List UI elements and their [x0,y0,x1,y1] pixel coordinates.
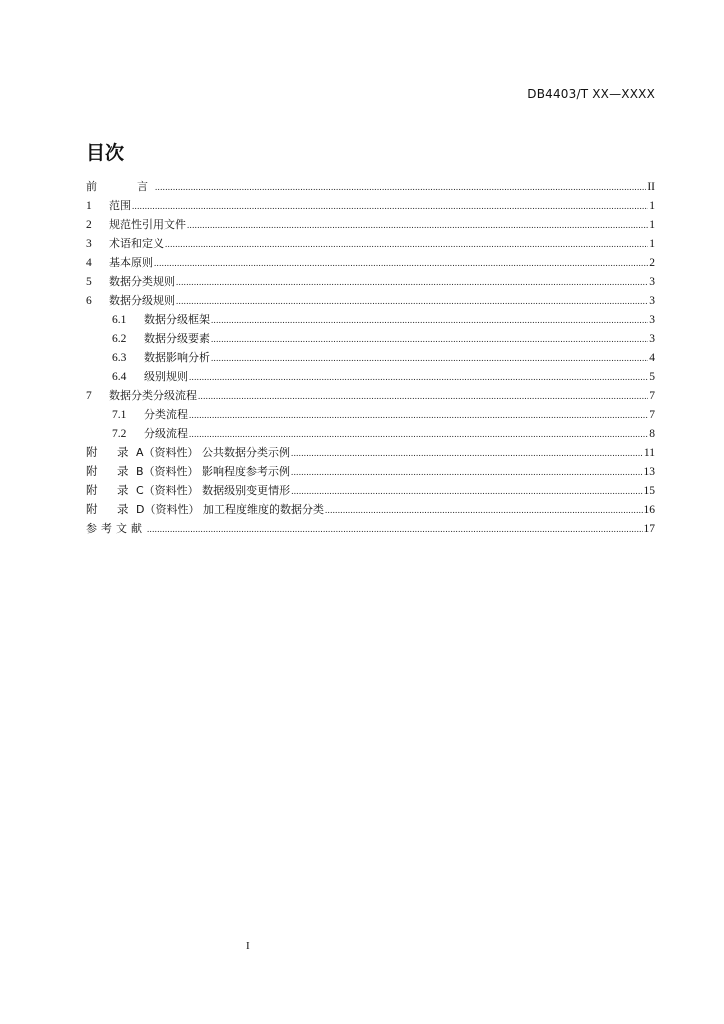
toc-entry-label: 参考文献 [86,522,146,535]
toc-entry-number: 附 录 [86,485,133,497]
toc-entry-label: 数据分级规则 [109,294,175,307]
toc-entry-number: 6.3 [112,352,127,364]
toc-entry-number: 附 录 [86,504,133,516]
toc-entry-appendix-c[interactable] [86,481,655,500]
toc-entry-label: 数据分级框架 [144,313,210,326]
toc-entry-7-1[interactable] [86,405,655,424]
toc-entry-appendix-d[interactable] [86,500,655,519]
toc-entry-label: 级别规则 [144,370,188,383]
toc-entry-page: II [647,181,655,193]
toc-entry-page: 7 [649,409,655,421]
toc-leader-dots [291,482,642,501]
toc-entry-page: 11 [643,447,655,459]
toc-leader-dots [325,501,643,520]
toc-entry-label: 分类流程 [144,408,188,421]
toc-entry-number: 7.1 [112,409,127,421]
toc-entry-label: 前 言 [86,180,154,193]
toc-entry-4[interactable] [86,253,655,272]
toc-entry-page: 3 [649,295,655,307]
toc-entry-page: 7 [649,390,655,402]
toc-entry-page: 1 [649,219,655,231]
toc-entry-3[interactable] [86,234,655,253]
toc-entry-appendix-a[interactable] [86,443,655,462]
toc-entry-appendix-b[interactable] [86,462,655,481]
toc-leader-dots [154,254,648,273]
toc-entry-label: A（资料性） 公共数据分类示例 [136,446,291,459]
toc-entry-page: 15 [643,485,655,497]
toc-entry-number: 7 [86,390,92,402]
toc-entry-6-3[interactable] [86,348,655,367]
toc-entry-page: 13 [643,466,655,478]
toc-entry-label: 基本原则 [109,256,153,269]
toc-leader-dots [155,178,646,197]
toc-entry-number: 4 [86,257,92,269]
toc-entry-page: 17 [643,523,655,535]
toc-entry-page: 1 [649,200,655,212]
toc-entry-number: 附 录 [86,447,133,459]
toc-entry-preface[interactable] [86,177,655,196]
toc-leader-dots [189,425,648,444]
toc-leader-dots [147,520,643,539]
toc-entry-page: 2 [649,257,655,269]
toc-entry-7-2[interactable] [86,424,655,443]
toc-entry-number: 1 [86,200,92,212]
toc-entry-6-2[interactable] [86,329,655,348]
toc-leader-dots [189,368,648,387]
toc-leader-dots [291,444,643,463]
toc-leader-dots [176,292,648,311]
toc-entry-label: 数据分类规则 [109,275,175,288]
toc-entry-page: 4 [649,352,655,364]
toc-entry-page: 16 [643,504,655,516]
toc-entry-page: 8 [649,428,655,440]
toc-entry-label: 范围 [109,199,131,212]
toc-entry-number: 6 [86,295,92,307]
toc-entry-references[interactable] [86,519,655,538]
toc-entry-6-4[interactable] [86,367,655,386]
toc-entry-label: D（资料性） 加工程度维度的数据分类 [136,503,324,516]
toc-entry-number: 7.2 [112,428,127,440]
toc-leader-dots [187,216,648,235]
toc-entry-label: 分级流程 [144,427,188,440]
toc-entry-label: B（资料性） 影响程度参考示例 [136,465,291,478]
document-code: DB4403/T XX—XXXX [527,87,655,101]
toc-entry-page: 1 [649,238,655,250]
toc-leader-dots [165,235,648,254]
toc-leader-dots [176,273,648,292]
toc-entry-number: 6.1 [112,314,127,326]
toc-entry-label: 数据影响分析 [144,351,210,364]
toc-entry-number: 6.4 [112,371,127,383]
toc-entry-page: 5 [649,371,655,383]
toc-title: 目次 [86,142,125,164]
toc-leader-dots [198,387,648,406]
toc-entry-6[interactable] [86,291,655,310]
toc-entry-label: 规范性引用文件 [109,218,186,231]
toc-entry-label: 数据分类分级流程 [109,389,197,402]
toc-entry-label: 术语和定义 [109,237,164,250]
toc-entry-page: 3 [649,314,655,326]
toc-entry-number: 2 [86,219,92,231]
toc-entry-6-1[interactable] [86,310,655,329]
toc-leader-dots [291,463,642,482]
toc-leader-dots [211,330,648,349]
toc-entry-number: 6.2 [112,333,127,345]
toc-entry-page: 3 [649,276,655,288]
toc-leader-dots [211,349,648,368]
toc-entry-page: 3 [649,333,655,345]
toc-entry-7[interactable] [86,386,655,405]
toc-entry-2[interactable] [86,215,655,234]
toc-leader-dots [132,197,648,216]
toc-entry-number: 3 [86,238,92,250]
table-of-contents [86,177,655,538]
toc-entry-number: 附 录 [86,466,133,478]
toc-entry-1[interactable] [86,196,655,215]
toc-entry-label: 数据分级要素 [144,332,210,345]
toc-leader-dots [189,406,648,425]
toc-entry-label: C（资料性） 数据级别变更情形 [136,484,291,497]
page-number: I [246,940,250,952]
toc-entry-number: 5 [86,276,92,288]
toc-entry-5[interactable] [86,272,655,291]
toc-leader-dots [211,311,648,330]
